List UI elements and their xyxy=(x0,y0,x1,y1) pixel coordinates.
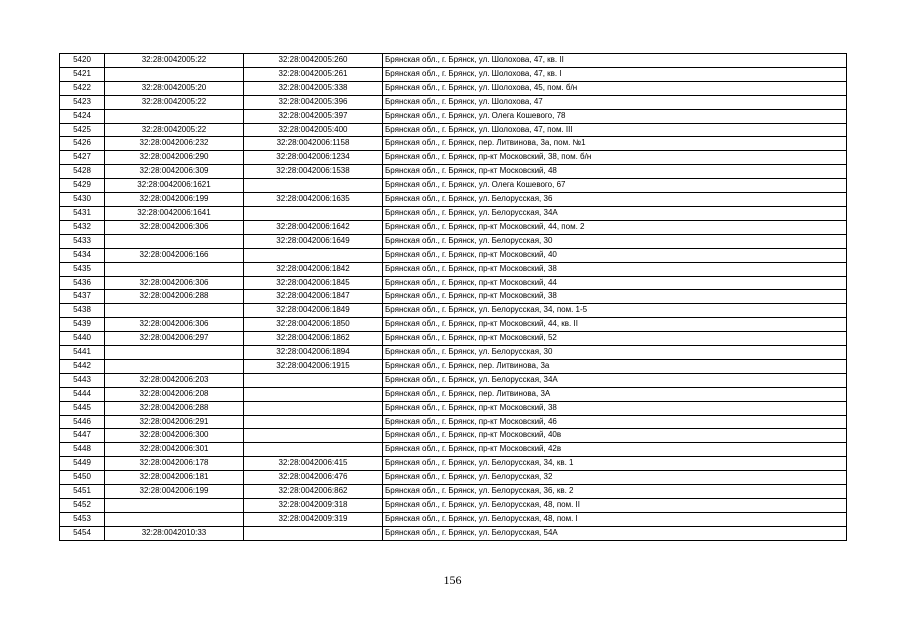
parcel-number-cell xyxy=(105,304,244,318)
object-number-cell: 32:28:0042006:1538 xyxy=(244,165,383,179)
row-number-cell: 5437 xyxy=(60,290,105,304)
table-row xyxy=(60,318,847,332)
parcel-number-cell xyxy=(105,67,244,81)
row-number-cell: 5449 xyxy=(60,457,105,471)
table-row xyxy=(60,234,847,248)
table-row xyxy=(60,137,847,151)
object-number-cell: 32:28:0042006:415 xyxy=(244,457,383,471)
address-cell: Брянская обл., г. Брянск, пр-кт Московский, 38, пом. б/н xyxy=(383,151,847,165)
address-cell: Брянская обл., г. Брянск, пер. Литвинова, 3а, пом. №1 xyxy=(383,137,847,151)
parcel-number-cell: 32:28:0042006:288 xyxy=(105,290,244,304)
row-number-cell: 5424 xyxy=(60,109,105,123)
parcel-number-cell xyxy=(105,346,244,360)
address-cell: Брянская обл., г. Брянск, пр-кт Московский, 44, кв. II xyxy=(383,318,847,332)
parcel-number-cell: 32:28:0042006:306 xyxy=(105,220,244,234)
table-row xyxy=(60,262,847,276)
parcel-number-cell: 32:28:0042006:181 xyxy=(105,471,244,485)
table-row xyxy=(60,193,847,207)
parcel-number-cell: 32:28:0042006:309 xyxy=(105,165,244,179)
table-row xyxy=(60,457,847,471)
object-number-cell: 32:28:0042006:1635 xyxy=(244,193,383,207)
address-cell: Брянская обл., г. Брянск, ул. Белорусская, 48, пом. I xyxy=(383,512,847,526)
address-cell: Брянская обл., г. Брянск, пер. Литвинова, 3а xyxy=(383,359,847,373)
address-cell: Брянская обл., г. Брянск, ул. Олега Кошевого, 78 xyxy=(383,109,847,123)
table-row xyxy=(60,415,847,429)
table-row xyxy=(60,67,847,81)
object-number-cell: 32:28:0042006:1894 xyxy=(244,346,383,360)
row-number-cell: 5441 xyxy=(60,346,105,360)
parcel-number-cell: 32:28:0042006:203 xyxy=(105,373,244,387)
table-row xyxy=(60,485,847,499)
row-number-cell: 5440 xyxy=(60,332,105,346)
row-number-cell: 5447 xyxy=(60,429,105,443)
address-cell: Брянская обл., г. Брянск, ул. Белорусская, 34А xyxy=(383,206,847,220)
parcel-number-cell: 32:28:0042006:166 xyxy=(105,248,244,262)
parcel-number-cell: 32:28:0042006:300 xyxy=(105,429,244,443)
parcel-number-cell: 32:28:0042005:22 xyxy=(105,123,244,137)
parcel-number-cell xyxy=(105,359,244,373)
parcel-number-cell xyxy=(105,512,244,526)
parcel-number-cell: 32:28:0042006:208 xyxy=(105,387,244,401)
address-cell: Брянская обл., г. Брянск, пр-кт Московский, 40в xyxy=(383,429,847,443)
address-cell: Брянская обл., г. Брянск, пр-кт Московский, 52 xyxy=(383,332,847,346)
row-number-cell: 5429 xyxy=(60,179,105,193)
row-number-cell: 5423 xyxy=(60,95,105,109)
object-number-cell: 32:28:0042005:260 xyxy=(244,54,383,68)
row-number-cell: 5427 xyxy=(60,151,105,165)
table-row xyxy=(60,54,847,68)
address-cell: Брянская обл., г. Брянск, ул. Белорусская, 36, кв. 2 xyxy=(383,485,847,499)
table-row xyxy=(60,95,847,109)
object-number-cell: 32:28:0042005:397 xyxy=(244,109,383,123)
object-number-cell: 32:28:0042006:476 xyxy=(244,471,383,485)
parcel-number-cell: 32:28:0042010:33 xyxy=(105,526,244,540)
object-number-cell: 32:28:0042006:1849 xyxy=(244,304,383,318)
table-row xyxy=(60,151,847,165)
parcel-number-cell: 32:28:0042006:291 xyxy=(105,415,244,429)
parcel-number-cell: 32:28:0042006:290 xyxy=(105,151,244,165)
table-row xyxy=(60,179,847,193)
parcel-number-cell: 32:28:0042006:1641 xyxy=(105,206,244,220)
object-number-cell: 32:28:0042006:1850 xyxy=(244,318,383,332)
address-cell: Брянская обл., г. Брянск, ул. Шолохова, 47, пом. III xyxy=(383,123,847,137)
row-number-cell: 5420 xyxy=(60,54,105,68)
address-cell: Брянская обл., г. Брянск, пер. Литвинова, 3А xyxy=(383,387,847,401)
parcel-number-cell xyxy=(105,262,244,276)
row-number-cell: 5446 xyxy=(60,415,105,429)
address-cell: Брянская обл., г. Брянск, пр-кт Московский, 40 xyxy=(383,248,847,262)
address-cell: Брянская обл., г. Брянск, пр-кт Московский, 44 xyxy=(383,276,847,290)
parcel-number-cell xyxy=(105,234,244,248)
table-row xyxy=(60,512,847,526)
table-row xyxy=(60,499,847,513)
table-row xyxy=(60,526,847,540)
object-number-cell: 32:28:0042006:1847 xyxy=(244,290,383,304)
parcel-number-cell: 32:28:0042005:22 xyxy=(105,95,244,109)
table-row xyxy=(60,248,847,262)
parcel-number-cell xyxy=(105,109,244,123)
address-cell: Брянская обл., г. Брянск, пр-кт Московский, 38 xyxy=(383,262,847,276)
address-cell: Брянская обл., г. Брянск, ул. Белорусская, 36 xyxy=(383,193,847,207)
object-number-cell: 32:28:0042006:1642 xyxy=(244,220,383,234)
row-number-cell: 5434 xyxy=(60,248,105,262)
object-number-cell: 32:28:0042006:1158 xyxy=(244,137,383,151)
table-row xyxy=(60,276,847,290)
object-number-cell xyxy=(244,415,383,429)
row-number-cell: 5430 xyxy=(60,193,105,207)
row-number-cell: 5421 xyxy=(60,67,105,81)
parcel-number-cell: 32:28:0042005:20 xyxy=(105,81,244,95)
parcel-number-cell: 32:28:0042006:199 xyxy=(105,193,244,207)
row-number-cell: 5442 xyxy=(60,359,105,373)
row-number-cell: 5453 xyxy=(60,512,105,526)
table-row xyxy=(60,332,847,346)
parcel-number-cell xyxy=(105,499,244,513)
parcel-number-cell: 32:28:0042006:1621 xyxy=(105,179,244,193)
cadastral-table xyxy=(59,53,847,541)
table-row xyxy=(60,471,847,485)
table-row xyxy=(60,81,847,95)
object-number-cell xyxy=(244,373,383,387)
object-number-cell: 32:28:0042006:862 xyxy=(244,485,383,499)
row-number-cell: 5435 xyxy=(60,262,105,276)
address-cell: Брянская обл., г. Брянск, ул. Шолохова, 47, кв. II xyxy=(383,54,847,68)
parcel-number-cell: 32:28:0042006:301 xyxy=(105,443,244,457)
table-row xyxy=(60,346,847,360)
page-number: 156 xyxy=(443,573,462,587)
table-row xyxy=(60,429,847,443)
parcel-number-cell: 32:28:0042006:199 xyxy=(105,485,244,499)
object-number-cell xyxy=(244,206,383,220)
address-cell: Брянская обл., г. Брянск, ул. Белорусская, 54А xyxy=(383,526,847,540)
object-number-cell xyxy=(244,526,383,540)
address-cell: Брянская обл., г. Брянск, пр-кт Московский, 44, пом. 2 xyxy=(383,220,847,234)
address-cell: Брянская обл., г. Брянск, ул. Белорусская, 48, пом. II xyxy=(383,499,847,513)
object-number-cell xyxy=(244,443,383,457)
row-number-cell: 5451 xyxy=(60,485,105,499)
table-body xyxy=(60,54,847,541)
object-number-cell: 32:28:0042005:261 xyxy=(244,67,383,81)
parcel-number-cell: 32:28:0042006:288 xyxy=(105,401,244,415)
table-row xyxy=(60,387,847,401)
address-cell: Брянская обл., г. Брянск, ул. Белорусская, 34, кв. 1 xyxy=(383,457,847,471)
row-number-cell: 5433 xyxy=(60,234,105,248)
parcel-number-cell: 32:28:0042006:306 xyxy=(105,276,244,290)
object-number-cell xyxy=(244,401,383,415)
table-row xyxy=(60,401,847,415)
table-row xyxy=(60,123,847,137)
object-number-cell: 32:28:0042005:396 xyxy=(244,95,383,109)
address-cell: Брянская обл., г. Брянск, ул. Белорусская, 32 xyxy=(383,471,847,485)
object-number-cell: 32:28:0042006:1862 xyxy=(244,332,383,346)
address-cell: Брянская обл., г. Брянск, ул. Белорусская, 34, пом. 1-5 xyxy=(383,304,847,318)
table-row xyxy=(60,165,847,179)
row-number-cell: 5426 xyxy=(60,137,105,151)
address-cell: Брянская обл., г. Брянск, ул. Белорусская, 34А xyxy=(383,373,847,387)
object-number-cell: 32:28:0042006:1649 xyxy=(244,234,383,248)
object-number-cell: 32:28:0042006:1842 xyxy=(244,262,383,276)
table-row xyxy=(60,290,847,304)
address-cell: Брянская обл., г. Брянск, ул. Олега Кошевого, 67 xyxy=(383,179,847,193)
table-row xyxy=(60,109,847,123)
object-number-cell: 32:28:0042006:1845 xyxy=(244,276,383,290)
table-row xyxy=(60,359,847,373)
parcel-number-cell: 32:28:0042005:22 xyxy=(105,54,244,68)
object-number-cell: 32:28:0042005:338 xyxy=(244,81,383,95)
address-cell: Брянская обл., г. Брянск, пр-кт Московский, 48 xyxy=(383,165,847,179)
address-cell: Брянская обл., г. Брянск, ул. Белорусская, 30 xyxy=(383,234,847,248)
object-number-cell: 32:28:0042009:319 xyxy=(244,512,383,526)
object-number-cell xyxy=(244,179,383,193)
table-row xyxy=(60,304,847,318)
row-number-cell: 5432 xyxy=(60,220,105,234)
object-number-cell: 32:28:0042009:318 xyxy=(244,499,383,513)
row-number-cell: 5438 xyxy=(60,304,105,318)
parcel-number-cell: 32:28:0042006:232 xyxy=(105,137,244,151)
row-number-cell: 5444 xyxy=(60,387,105,401)
table-row xyxy=(60,443,847,457)
address-cell: Брянская обл., г. Брянск, пр-кт Московский, 42в xyxy=(383,443,847,457)
address-cell: Брянская обл., г. Брянск, ул. Шолохова, 45, пом. б/н xyxy=(383,81,847,95)
table-row xyxy=(60,373,847,387)
object-number-cell: 32:28:0042006:1915 xyxy=(244,359,383,373)
row-number-cell: 5425 xyxy=(60,123,105,137)
object-number-cell: 32:28:0042005:400 xyxy=(244,123,383,137)
table-row xyxy=(60,206,847,220)
address-cell: Брянская обл., г. Брянск, ул. Шолохова, 47, кв. I xyxy=(383,67,847,81)
parcel-number-cell: 32:28:0042006:297 xyxy=(105,332,244,346)
table-row xyxy=(60,220,847,234)
address-cell: Брянская обл., г. Брянск, пр-кт Московский, 46 xyxy=(383,415,847,429)
object-number-cell: 32:28:0042006:1234 xyxy=(244,151,383,165)
object-number-cell xyxy=(244,429,383,443)
address-cell: Брянская обл., г. Брянск, пр-кт Московский, 38 xyxy=(383,290,847,304)
object-number-cell xyxy=(244,387,383,401)
row-number-cell: 5422 xyxy=(60,81,105,95)
row-number-cell: 5431 xyxy=(60,206,105,220)
row-number-cell: 5454 xyxy=(60,526,105,540)
row-number-cell: 5450 xyxy=(60,471,105,485)
parcel-number-cell: 32:28:0042006:306 xyxy=(105,318,244,332)
row-number-cell: 5428 xyxy=(60,165,105,179)
row-number-cell: 5452 xyxy=(60,499,105,513)
object-number-cell xyxy=(244,248,383,262)
row-number-cell: 5436 xyxy=(60,276,105,290)
address-cell: Брянская обл., г. Брянск, пр-кт Московский, 38 xyxy=(383,401,847,415)
row-number-cell: 5448 xyxy=(60,443,105,457)
row-number-cell: 5445 xyxy=(60,401,105,415)
parcel-number-cell: 32:28:0042006:178 xyxy=(105,457,244,471)
address-cell: Брянская обл., г. Брянск, ул. Белорусская, 30 xyxy=(383,346,847,360)
address-cell: Брянская обл., г. Брянск, ул. Шолохова, 47 xyxy=(383,95,847,109)
row-number-cell: 5439 xyxy=(60,318,105,332)
row-number-cell: 5443 xyxy=(60,373,105,387)
